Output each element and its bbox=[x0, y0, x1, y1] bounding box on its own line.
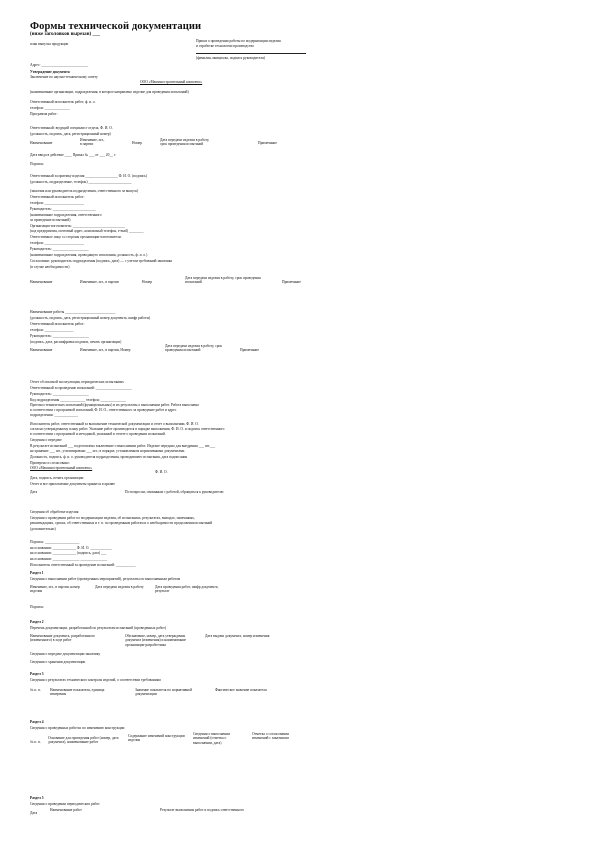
block2-line-14: (наименование подразделения, проводящего испытания, должность, ф. и. о.) bbox=[30, 253, 148, 257]
section5-title: Раздел 5 bbox=[30, 796, 44, 800]
table1-col-2: Изменение, шт., в партии bbox=[80, 138, 105, 147]
section2-row-2: Сведения о хранении документации bbox=[30, 660, 86, 664]
section3-col-3: Значение показателя по нормативной документации bbox=[135, 688, 193, 697]
section1-col-3: Дата проведения работ, шифр документа, результат bbox=[155, 585, 219, 594]
desc-4: Программа работ: bbox=[30, 112, 58, 116]
desc-2: Ответственный исполнитель работ, ф. и. о. bbox=[30, 100, 96, 104]
document-subtitle: (ниже заголовков вырезан) ___ bbox=[30, 32, 100, 37]
section5-col-2: Наименование работ bbox=[50, 808, 82, 812]
block3-line-1: Наименование работы ____________________________ bbox=[30, 310, 116, 314]
block5-line-3: рекомендациях, сроках, об ответственных и т. п. по проведенным работам и о необходимости продолжения испытаний bbox=[30, 521, 213, 525]
section3-title: Раздел 3 bbox=[30, 672, 44, 676]
block2-line-11: Ответственное лицо со стороны организации-изготовителя: bbox=[30, 235, 122, 239]
block4-line-15: Проверено и согласовано: bbox=[30, 461, 70, 465]
table2-col-2: Изменение, шт., в партии bbox=[80, 280, 119, 284]
approve-line: Заключение по научно-техническому совету bbox=[30, 75, 98, 79]
section4-col-2: Основание для проведения работ (номер, дата документа), наименование работ bbox=[48, 736, 119, 745]
block2-line-7: (наименование подразделения, ответственного bbox=[30, 213, 102, 217]
block4-line-4: Код подразделения ______________ телефон: ______________ bbox=[30, 398, 126, 402]
section2-title: Раздел 2 bbox=[30, 620, 44, 624]
section5-desc: Сведения о проведении периодических работ bbox=[30, 802, 100, 806]
section3-col-2: Наименование показателя, единица измерения bbox=[50, 688, 105, 697]
block4-line-8: Исполнитель работ, ответственный за выполнение технической документации и отчет о выполнении, Ф. И. О. bbox=[30, 422, 199, 426]
block4-line-13: на хранение ___ шт., утилизировано ___ шт.; в порядке, установленном нормативными документами. bbox=[30, 449, 186, 453]
document-title: Формы технической документации bbox=[30, 21, 202, 32]
block4-line-11: Сведения о передаче bbox=[30, 438, 62, 442]
block4-line-9: согласно утвержденному плану работ. Указание работ производится в порядке выполнения, Ф. И. О. и подпись ответственного bbox=[30, 427, 225, 431]
section-sign: Подпись: bbox=[30, 162, 45, 166]
table2-col-4: Дата передачи изделия в работу, срок проведения испытаний bbox=[185, 276, 261, 285]
block3-line-6: (подпись, дата, расшифровка подписи, печать организации) bbox=[30, 340, 122, 344]
block5-line-1: Сведения об обработке изделия bbox=[30, 510, 79, 514]
block5-line-4: (дополнительно) bbox=[30, 527, 56, 531]
header-right-1: Приказ о проведении работы по модернизации изделия bbox=[196, 39, 281, 43]
table1-col-5: Примечание bbox=[258, 141, 277, 145]
section5-col-1: Дата bbox=[30, 811, 38, 815]
block5-line-9: Исполнитель ответственный за проведение испытаний: ___________ bbox=[30, 563, 136, 567]
person-desc: (должность, подпись, дата, регистрационный номер) bbox=[30, 132, 111, 136]
block2-line-13: Руководитель: ____________________ bbox=[30, 247, 89, 251]
block2-line-4: Ответственный исполнитель работ: bbox=[30, 195, 85, 199]
address-label: Адрес: __________________________ bbox=[30, 63, 89, 67]
section3-desc: Сведения о результатах технического контроля изделий, о соответствии требованиям bbox=[30, 678, 161, 682]
block2-line-8: за проведение испытаний) bbox=[30, 218, 71, 222]
block4-line-5: Протокол технических испытаний (функциональных) и их результаты о выполнении работ. Работа выполнена bbox=[30, 403, 199, 407]
section1-col-1: Изменение, шт., в партии, номер изделия bbox=[30, 585, 80, 594]
block4-line-10: в соответствии с программой и методикой, указанной в отчете о проведении испытаний. bbox=[30, 432, 166, 436]
section1-col-2: Дата передачи изделия в работу bbox=[95, 585, 144, 589]
block3-line-2: (должность, подпись, дата, регистрационный номер документа, шифр работы) bbox=[30, 316, 151, 320]
block3-line-3: Ответственный исполнитель работ: bbox=[30, 322, 85, 326]
section4-desc: Сведения о проведенных работах по изменению конструкции bbox=[30, 726, 125, 730]
section1-desc: Сведения о выполнении работ (проведенных мероприятий), результаты по выполненным работам bbox=[30, 577, 181, 581]
block5-line-2: Сведения о проведении работ по модернизации изделия, об испытаниях, результатах, выводах, замечаниях, bbox=[30, 516, 195, 520]
section2-col-2: Обозначение, номер, дата утверждения документа (изменения) и наименование организации-разработчика bbox=[125, 634, 186, 647]
block4-line-16: ООО «Машиностроительный комплекс» bbox=[30, 466, 93, 470]
header-right-3: (фамилия, инициалы, подпись руководителя) bbox=[196, 56, 265, 60]
table3-col-4: Примечание bbox=[240, 348, 259, 352]
table1-col-4: Дата передачи изделия в работу, срок проведения испытаний bbox=[160, 138, 210, 147]
block2-line-12: телефон: ______________________ bbox=[30, 241, 85, 245]
person-line: Ответственный: ведущий специалист отдела, Ф. И. О. bbox=[30, 126, 113, 130]
block5-line-6: на основании: _____________ Ф. И. О. ____________ bbox=[30, 546, 112, 550]
table2-col-3: Номер bbox=[142, 280, 152, 284]
section4-col-1: № п. п. bbox=[30, 740, 41, 744]
section4-col-4: Сведения о выполнении изменений (отметка о выполнении, дата) bbox=[193, 732, 231, 745]
block4-line-3: Руководитель: ____________________ bbox=[30, 392, 89, 396]
block2-line-15: Согласовано: руководитель подразделения (подпись, дата) — с учетом требований заказчика bbox=[30, 259, 173, 263]
section1-title: Раздел 1 bbox=[30, 571, 44, 575]
block4-line-1: Отчет об опытной эксплуатации, периодических испытаниях bbox=[30, 380, 124, 384]
section4-col-5: Отметка о согласовании изменений с заказчиком bbox=[252, 732, 289, 741]
block5-line-8: на основании: _______________ _______________ bbox=[30, 557, 108, 561]
block4-line-18: Дата, подпись, печать организации bbox=[30, 476, 84, 480]
sign-2: Подпись: bbox=[30, 605, 45, 609]
block2-line-16: (в случае необходимости) bbox=[30, 265, 70, 269]
block2-line-9: Организация-изготовитель: _____________________________ bbox=[30, 224, 126, 228]
header-right-2: и отработке технологии производства bbox=[196, 44, 254, 48]
block3-line-4: телефон: ________________ bbox=[30, 328, 74, 332]
table3-col-3: Дата передачи изделия в работу, срок проведения испытаний bbox=[165, 344, 223, 353]
block4-line-12: В результате испытаний ___ подготовлено заключение о выполнении работ. Изделие передано для внедрения ___ шт.___ bbox=[30, 444, 216, 448]
block5-line-5: Подпись: ___________________ bbox=[30, 540, 80, 544]
section2-row-1: Сведения о передаче документации заказчику bbox=[30, 652, 101, 656]
table2-col-1: Наименование bbox=[30, 280, 53, 284]
section3-col-1: № п. п. bbox=[30, 688, 41, 692]
block4-line-21: По вопросам, связанным с работой, обращаться к руководителю bbox=[125, 490, 224, 494]
block4-line-14: Должность, подпись, ф. и. о. руководителя подразделения, проводившего испытания, дата подписания bbox=[30, 455, 188, 459]
block5-line-7: на основании: _____________ (подпись, дата) ___ bbox=[30, 551, 107, 555]
block2-line-10: (код предприятия, почтовый адрес, контактный телефон, e-mail) ________ bbox=[30, 229, 144, 233]
block2-line-1: Ответственный за приемку изделия __________________ Ф. И. О. (подпись) bbox=[30, 174, 147, 178]
block2-line-2: (должность, подразделение, телефон) ________________________ bbox=[30, 180, 132, 184]
block4-line-19: Отчет и все прилагаемые документы хранятся в архиве bbox=[30, 482, 115, 486]
block2-line-6: Руководитель: ________________________ bbox=[30, 207, 96, 211]
table2-col-5: Примечание bbox=[282, 280, 301, 284]
desc-1: (наименование организации, подразделения, в которое направлено изделие для проведения испытаний) bbox=[30, 90, 189, 94]
section5-col-3: Результат выполнения работ и подпись ответственного bbox=[160, 808, 245, 812]
block4-line-7: подразделения: _____________ bbox=[30, 413, 78, 417]
block2-line-3: (заказчик или руководитель подразделения, ответственного за выпуск) bbox=[30, 189, 139, 193]
block4-line-6: в соответствии с программой испытаний, Ф. И. О., ответственного за проведение работ и адрес bbox=[30, 408, 177, 412]
section2-col-3: Дата выдачи документа, номер изменения bbox=[205, 634, 270, 638]
block4-line-2: Ответственный за проведение испытаний: ____________________ bbox=[30, 386, 132, 390]
table3-col-1: Наименование bbox=[30, 348, 53, 352]
section4-col-3: Содержание изменений конструкции изделия bbox=[128, 734, 185, 743]
section2-col-1: Наименование документа, разработанного (измененного) в ходе работ bbox=[30, 634, 95, 643]
header-signature-line bbox=[196, 53, 306, 54]
approve-org: ООО «Машиностроительный комплекс» bbox=[140, 80, 203, 84]
block4-line-17: Ф. И. О. bbox=[155, 470, 168, 474]
block4-line-20: Дата bbox=[30, 490, 38, 494]
section3-col-4: Фактическое значение показателя bbox=[215, 688, 267, 692]
section2-desc: Перечень документации, разработанной по результатам испытаний (проведенных работ) bbox=[30, 626, 167, 630]
table3-col-2: Изменение, шт., в партии, Номер bbox=[80, 348, 131, 352]
block3-line-5: Руководитель: ____________________ bbox=[30, 334, 89, 338]
desc-3: телефон: ______________ bbox=[30, 106, 70, 110]
approve-title: Утверждение документа bbox=[30, 70, 70, 74]
table1-col-3: Номер bbox=[132, 141, 142, 145]
block2-line-5: телефон: ______________________ bbox=[30, 201, 85, 205]
date-line: Дата ввода в действие ____ Приказ № ___ от ___ 20__ г. bbox=[30, 153, 116, 157]
table1-col-1: Наименование bbox=[30, 141, 53, 145]
section4-title: Раздел 4 bbox=[30, 720, 44, 724]
header-left: план выпуска продукции bbox=[30, 42, 69, 46]
